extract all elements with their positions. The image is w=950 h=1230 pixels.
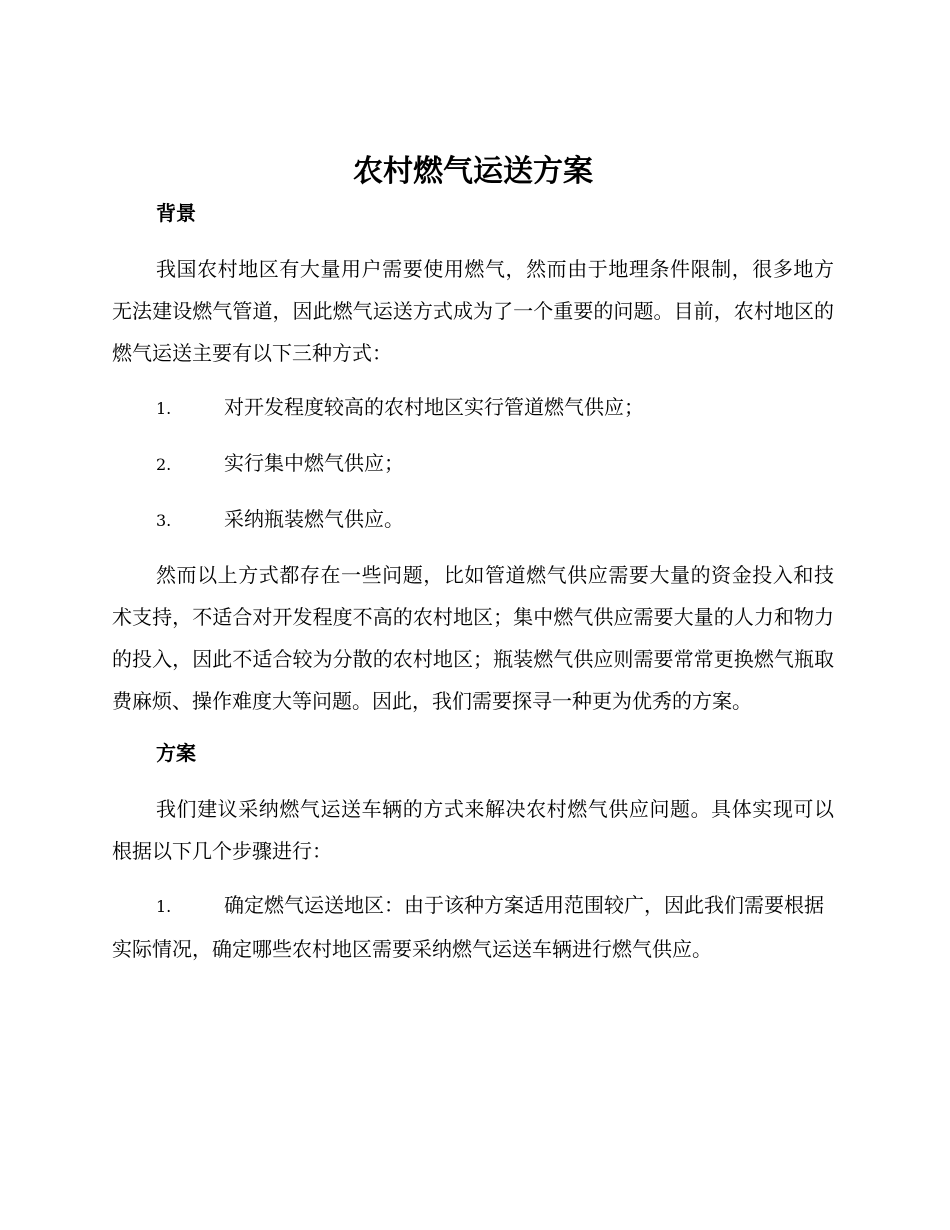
list-item-number: 1. <box>156 399 172 418</box>
background-outro-paragraph: 然而以上方式都存在一些问题，比如管道燃气供应需要大量的资金投入和技术支持，不适合对开发程度不高的农村地区；集中燃气供应需要大量的人力和物力的投入，因此不适合较为分散的农村地区；瓶装燃气供应则需要常常更换燃气瓶取费麻烦、操作难度大等问题。因此，我们需要探寻一种更为优秀的方案。 <box>112 563 834 713</box>
list-item <box>112 884 834 970</box>
section-heading-plan: 方案 <box>156 741 196 765</box>
list-item-number: 3. <box>156 511 172 530</box>
list-item-number: 1. <box>156 897 172 916</box>
section-heading-background: 背景 <box>156 201 196 225</box>
document-title: 农村燃气运送方案 <box>353 154 593 189</box>
background-intro-paragraph: 我国农村地区有大量用户需要使用燃气，然而由于地理条件限制，很多地方无法建设燃气管道，因此燃气运送方式成为了一个重要的问题。目前，农村地区的燃气运送主要有以下三种方式： <box>112 257 834 365</box>
list-item <box>112 386 834 430</box>
list-item <box>112 498 834 542</box>
plan-intro-paragraph: 我们建议采纳燃气运送车辆的方式来解决农村燃气供应问题。具体实现可以根据以下几个步骤进行： <box>112 797 834 863</box>
list-item-text: 实行集中燃气供应； <box>224 451 404 475</box>
list-item-text: 确定燃气运送地区：由于该种方案适用范围较广，因此我们需要根据实际情况，确定哪些农村地区需要采纳燃气运送车辆进行燃气供应。 <box>112 893 824 961</box>
list-item-text: 采纳瓶装燃气供应。 <box>224 507 404 531</box>
list-item <box>112 442 834 486</box>
document-page <box>112 150 834 970</box>
list-item-text: 对开发程度较高的农村地区实行管道燃气供应； <box>224 395 644 419</box>
list-item-number: 2. <box>156 455 172 474</box>
